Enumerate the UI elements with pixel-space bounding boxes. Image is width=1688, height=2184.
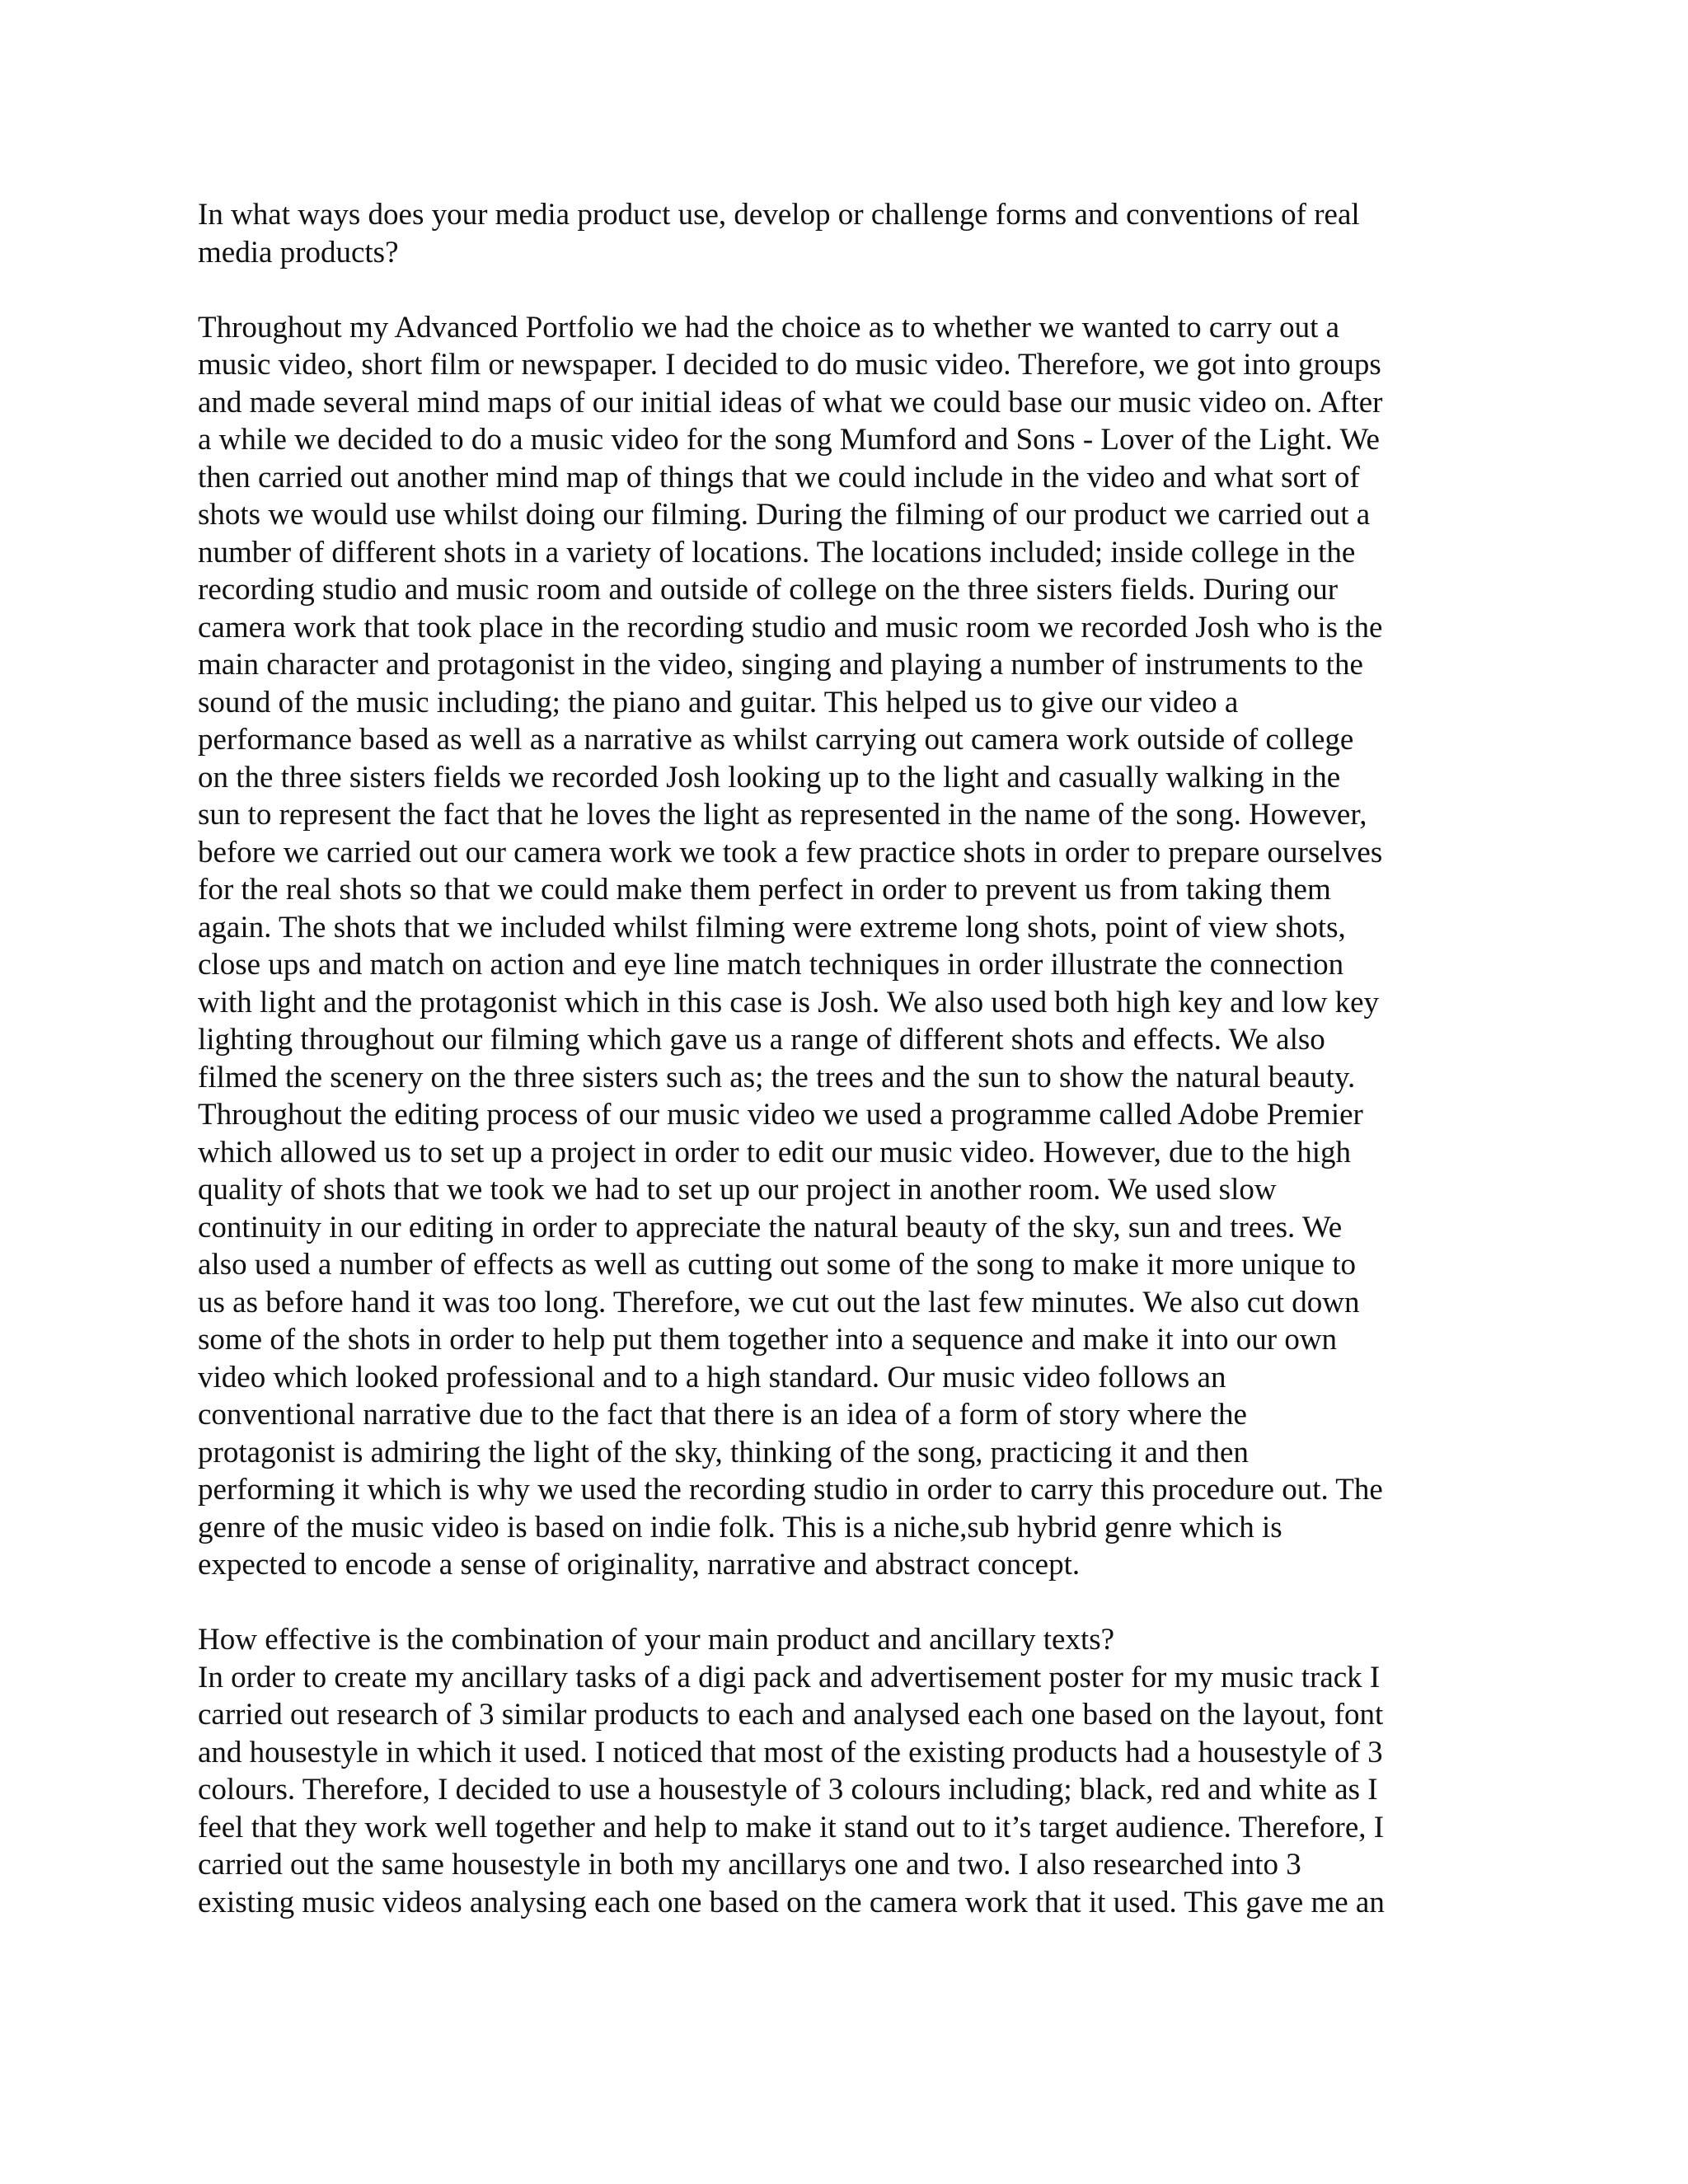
question-2-line: How effective is the combination of your main product and ancillary texts? <box>198 1623 1115 1657</box>
answer-1-line: us as before hand it was too long. Therefore, we cut out the last few minutes. We also cut down <box>198 1285 1360 1319</box>
answer-2-line: and housestyle in which it used. I noticed that most of the existing products had a housestyle of 3 <box>198 1735 1383 1769</box>
answer-1-line: which allowed us to set up a project in order to edit our music video. However, due to the high <box>198 1135 1352 1169</box>
answer-1-line: Throughout my Advanced Portfolio we had the choice as to whether we wanted to carry out a <box>198 310 1340 344</box>
answer-1-line: conventional narrative due to the fact that there is an idea of a form of story where the <box>198 1398 1247 1432</box>
question-1-line: media products? <box>198 235 399 269</box>
answer-2-line: carried out the same housestyle in both my ancillarys one and two. I also researched into 3 <box>198 1848 1301 1882</box>
answer-1-line: and made several mind maps of our initial ideas of what we could base our music video on. After <box>198 385 1383 419</box>
answer-1-line: protagonist is admiring the light of the sky, thinking of the song, practicing it and then <box>198 1435 1249 1469</box>
question-2 <box>198 1621 1500 1659</box>
answer-2-line: colours. Therefore, I decided to use a housestyle of 3 colours including; black, red and white as I <box>198 1773 1378 1807</box>
answer-1-line: continuity in our editing in order to appreciate the natural beauty of the sky, sun and trees. We <box>198 1210 1343 1244</box>
answer-2-line: existing music videos analysing each one based on the camera work that it used. This gave me an <box>198 1885 1385 1919</box>
answer-1-line: also used a number of effects as well as cutting out some of the song to make it more unique to <box>198 1248 1356 1282</box>
answer-1-line: video which looked professional and to a high standard. Our music video follows an <box>198 1360 1226 1394</box>
answer-1-line: Throughout the editing process of our music video we used a programme called Adobe Premier <box>198 1098 1363 1132</box>
answer-1-line: sound of the music including; the piano and guitar. This helped us to give our video a <box>198 685 1239 719</box>
answer-1-line: close ups and match on action and eye line match techniques in order illustrate the connection <box>198 948 1344 982</box>
answer-1-line: then carried out another mind map of things that we could include in the video and what sort of <box>198 460 1360 494</box>
answer-1-line: recording studio and music room and outside of college on the three sisters fields. During our <box>198 573 1339 607</box>
answer-2-line: In order to create my ancillary tasks of a digi pack and advertisement poster for my music track I <box>198 1660 1381 1694</box>
document-page <box>198 196 1500 1921</box>
answer-1-line: genre of the music video is based on indie folk. This is a niche,sub hybrid genre which is <box>198 1510 1282 1544</box>
question-1 <box>198 196 1500 271</box>
answer-1-line: some of the shots in order to help put them together into a sequence and make it into our own <box>198 1323 1338 1357</box>
answer-1-line: main character and protagonist in the video, singing and playing a number of instruments to the <box>198 648 1363 682</box>
answer-1-line: number of different shots in a variety of locations. The locations included; inside college in the <box>198 535 1356 569</box>
answer-1-line: performance based as well as a narrative as whilst carrying out camera work outside of college <box>198 723 1354 757</box>
answer-2-line: carried out research of 3 similar products to each and analysed each one based on the layout, font <box>198 1698 1384 1732</box>
answer-1-line: sun to represent the fact that he loves the light as represented in the name of the song. However, <box>198 798 1367 832</box>
answer-2-line: feel that they work well together and help to make it stand out to it’s target audience. Therefore, I <box>198 1810 1385 1844</box>
answer-1-line: filmed the scenery on the three sisters such as; the trees and the sun to show the natural beauty. <box>198 1060 1356 1094</box>
answer-1-line: camera work that took place in the recording studio and music room we recorded Josh who is the <box>198 610 1383 644</box>
answer-1-line: lighting throughout our filming which gave us a range of different shots and effects. We also <box>198 1023 1325 1057</box>
paragraph-spacer <box>198 1584 1500 1622</box>
question-1-line: In what ways does your media product use, develop or challenge forms and conventions of real <box>198 198 1360 232</box>
answer-1-line: performing it which is why we used the recording studio in order to carry this procedure out. The <box>198 1473 1383 1507</box>
answer-1-line: for the real shots so that we could make them perfect in order to prevent us from taking them <box>198 873 1331 907</box>
answer-1-line: a while we decided to do a music video for the song Mumford and Sons - Lover of the Light. We <box>198 423 1380 457</box>
answer-1-line: quality of shots that we took we had to set up our project in another room. We used slow <box>198 1173 1277 1207</box>
answer-1-line: with light and the protagonist which in this case is Josh. We also used both high key and low key <box>198 985 1379 1019</box>
answer-2 <box>198 1659 1500 1922</box>
paragraph-spacer <box>198 271 1500 309</box>
answer-1-line: on the three sisters fields we recorded Josh looking up to the light and casually walking in the <box>198 760 1341 794</box>
answer-1-line: again. The shots that we included whilst filming were extreme long shots, point of view shots, <box>198 910 1346 944</box>
answer-1-line: before we carried out our camera work we took a few practice shots in order to prepare ourselves <box>198 835 1383 869</box>
answer-1 <box>198 309 1500 1584</box>
answer-1-line: shots we would use whilst doing our filming. During the filming of our product we carried out a <box>198 498 1371 532</box>
answer-1-line: music video, short film or newspaper. I decided to do music video. Therefore, we got into groups <box>198 348 1381 382</box>
answer-1-line: expected to encode a sense of originality, narrative and abstract concept. <box>198 1548 1081 1582</box>
